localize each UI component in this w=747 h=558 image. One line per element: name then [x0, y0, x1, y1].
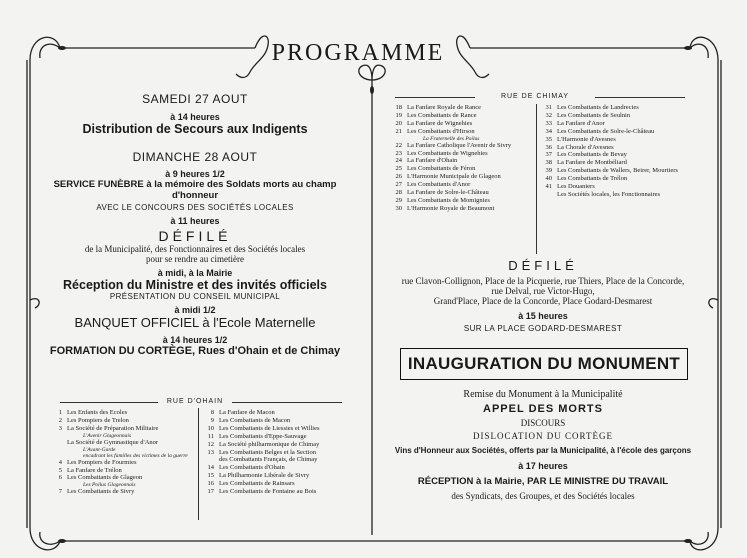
defile-text-2: pour se rendre au cimetière	[146, 254, 244, 264]
list-item	[538, 136, 678, 144]
cortege-list-chimay-a	[388, 104, 511, 213]
defile-heading: DÉFILÉ	[158, 228, 232, 244]
list-item-number: 13	[207, 448, 214, 456]
list-item	[200, 409, 320, 417]
time-11h: à 11 heures	[170, 216, 220, 226]
list-item	[538, 167, 678, 175]
right-column-defile	[388, 258, 698, 333]
list-item	[538, 128, 678, 136]
time-14h: à 14 heures	[170, 112, 220, 122]
list-item-label: Les Combattants de Rance	[407, 111, 477, 119]
day-sunday: DIMANCHE 28 AOUT	[132, 150, 258, 164]
list-item-number: 25	[395, 165, 402, 173]
list-item	[538, 191, 678, 199]
list-item-label: Les Combattants d'Eppe-Sauvage	[219, 432, 307, 440]
list-item-number: 16	[207, 480, 214, 488]
list-item-label: Les Pompiers de Trelon	[67, 416, 129, 424]
list-item	[388, 104, 511, 112]
list-item-label: Les Combattants de Trélon	[557, 175, 628, 183]
list-item-label: La Fanfare de Montbéliard	[557, 159, 627, 167]
list-item-number: 21	[395, 127, 402, 135]
list-item-number: 8	[210, 409, 214, 416]
list-item-number: 26	[395, 173, 402, 181]
cortege-list-ohain-b	[200, 409, 320, 496]
list-item-label: Les Combattants de Rainsars	[219, 480, 295, 488]
dislocation: DISLOCATION DU CORTÈGE	[473, 431, 613, 441]
remise: Remise du Monument à la Municipalité	[463, 389, 623, 400]
list-item-number: 14	[207, 464, 214, 472]
reception-mairie: RÉCEPTION à la Mairie, PAR LE MINISTRE DU TRAVAIL	[417, 476, 669, 487]
list-item	[538, 151, 678, 159]
left-column	[45, 92, 345, 357]
list-item-label: Les Combattants Belges et la Section	[219, 448, 316, 456]
time-14h30: à 14 heures 1/2	[162, 335, 228, 345]
list-item	[388, 128, 511, 136]
list-item	[388, 142, 511, 150]
inauguration-box: INAUGURATION DU MONUMENT	[400, 348, 688, 380]
list-item	[200, 472, 320, 480]
list-item-label: Les Enfants des Ecoles	[67, 409, 128, 416]
list-item-label: Les Douaniers	[557, 183, 595, 191]
list-item-label: La Société de Gymnastique d'Anor	[67, 438, 159, 446]
list-item-number: 24	[395, 157, 402, 165]
list-item-label: L'Harmonie Municipale de Glageon	[407, 173, 501, 181]
event-service-note: AVEC LE CONCOURS DES SOCIÉTÉS LOCALES	[96, 203, 294, 212]
list-item-number: 6	[58, 474, 62, 482]
event-reception-note: PRÉSENTATION DU CONSEIL MUNICIPAL	[109, 292, 281, 301]
list-item	[538, 112, 678, 120]
right-column-ceremony	[388, 390, 698, 501]
list-item-number: 18	[395, 104, 402, 111]
list-item-number: 5	[58, 466, 62, 474]
syndicats: des Syndicats, des Groupes, et des Sociétés locales	[451, 491, 635, 501]
event-cortege: FORMATION DU CORTÈGE, Rues d'Ohain et de Chimay	[49, 345, 341, 357]
list-item-number: 17	[207, 488, 214, 496]
list-item-label: La Chorale d'Avesnes	[557, 143, 614, 151]
list-item	[48, 425, 188, 433]
defile-route-2: rue Delval, rue Victor-Hugo,	[491, 286, 595, 296]
defile-route-1: rue Clavon-Collignon, Place de la Picquerie, rue Thiers, Place de la Concorde,	[401, 276, 685, 286]
list-item-label: Les Combattants de Wallers, Beirer, Mourtiers	[557, 167, 678, 175]
list-item-label: Les Combattants d'Anor	[407, 181, 471, 189]
list-item-label: La Fraternelle des Poilus	[423, 135, 480, 142]
time-9h30: à 9 heures 1/2	[165, 169, 225, 179]
rule	[60, 402, 158, 403]
list-item-number: 40	[545, 175, 552, 183]
list-item-number: 1	[58, 409, 62, 416]
list-item-label: La Fanfare Royale de Rance	[407, 104, 481, 111]
list-item	[388, 205, 511, 213]
list-item-number: 28	[395, 189, 402, 197]
time-midi-demi: à midi 1/2	[174, 305, 216, 315]
list-item-number: 2	[58, 416, 62, 424]
list-item-number: 36	[545, 143, 552, 151]
list-item	[388, 181, 511, 189]
list-item-number: 11	[207, 432, 214, 440]
list-item-label: La Fanfare d'Anor	[557, 119, 605, 127]
list-item-number: 12	[207, 440, 214, 448]
list-item-label: La Fanfare Catholique l'Avenir de Sivry	[407, 141, 512, 149]
list-item	[200, 417, 320, 425]
list-item-number: 27	[395, 181, 402, 189]
defile-route-3: Grand'Place, Place de la Concorde, Place Godard-Desmarest	[433, 296, 653, 306]
rule	[595, 97, 685, 98]
list-item	[538, 104, 678, 112]
list-item	[200, 425, 320, 433]
list-item-number: 22	[395, 141, 402, 149]
list-item	[388, 173, 511, 181]
vins-honneur: Vins d'Honneur aux Sociétés, offerts par la Municipalité, à l'école des garçons	[394, 446, 692, 455]
place-godard: SUR LA PLACE GODARD-DESMAREST	[463, 324, 623, 333]
list-item-label: des Combattants Français, de Chimay	[219, 456, 318, 464]
list-item	[200, 480, 320, 488]
list-item-number: 32	[545, 111, 552, 119]
list-item	[200, 456, 320, 464]
event-reception: Réception du Ministre et des invités officiels	[63, 278, 327, 292]
list-item	[48, 488, 188, 496]
list-item-label: L'Harmonie Royale de Beaumont	[407, 204, 495, 212]
list-item	[48, 459, 188, 467]
list-item-number: 39	[545, 167, 552, 175]
defile-text-1: de la Municipalité, des Fonctionnaires et des Sociétés locales	[84, 244, 306, 254]
list-item	[388, 189, 511, 197]
list-item-label: Les Combattants de Wignehies	[407, 149, 488, 157]
event-distribution: Distribution de Secours aux Indigents	[82, 122, 308, 136]
event-banquet: BANQUET OFFICIEL à l'Ecole Maternelle	[74, 315, 316, 330]
time-17h: à 17 heures	[518, 461, 568, 471]
list-item-number: 29	[395, 196, 402, 204]
list-item-label: L'Avant-Garde	[83, 446, 116, 453]
list-item	[388, 150, 511, 158]
list-item-number: 20	[395, 119, 402, 127]
list-item	[388, 165, 511, 173]
list-item-label: La Société philharmonique de Chimay	[219, 440, 320, 448]
list-item	[200, 433, 320, 441]
list-item-label: Les Combattants de Macon	[219, 416, 291, 424]
page-title: PROGRAMME	[271, 40, 445, 66]
list-item-label: Les Combattants de Seulnin	[557, 111, 631, 119]
list-item	[200, 464, 320, 472]
list-item-number: 41	[545, 183, 552, 191]
list-item	[200, 441, 320, 449]
list-item-label: Les Combattants de Liessies et Willies	[219, 424, 320, 432]
list-item-number: 9	[210, 416, 214, 424]
list-item-number: 37	[545, 151, 552, 159]
list-item	[538, 183, 678, 191]
list-item	[48, 467, 188, 475]
list-item-number: 31	[545, 104, 552, 111]
list-item-number: 38	[545, 159, 552, 167]
list-item-label: Les Pompiers de Fourmies	[67, 458, 137, 466]
list-item-label: La Fanfare d'Ohain	[407, 157, 458, 165]
cortege-list-ohain-a	[48, 409, 188, 496]
list-item	[538, 175, 678, 183]
list-item	[48, 417, 188, 425]
list-item	[200, 488, 320, 496]
list-item-number: 34	[545, 127, 552, 135]
time-15h: à 15 heures	[518, 311, 568, 321]
list-item-label: La Fanfare de Trélon	[67, 466, 122, 474]
list-item-label: Les Poilus Glageonnais	[83, 482, 136, 489]
list-item-number: 23	[395, 149, 402, 157]
list-item-label: La Fanfare de Macon	[219, 409, 275, 416]
rule	[395, 97, 475, 98]
list-item	[388, 157, 511, 165]
list-item-label: Les Combattants de Fontaine au Bois	[219, 488, 317, 496]
list-item-label: Les Combattants de Glageon	[67, 474, 143, 482]
list-item-label: Les Combattants d'Hirson	[407, 127, 475, 135]
list-item-label: Les Combattants de Bevay	[557, 151, 627, 159]
list-item-label: L'Harmonie d'Avesnes	[557, 135, 616, 143]
appel-des-morts: APPEL DES MORTS	[483, 403, 603, 415]
list-item-number: 15	[207, 472, 214, 480]
list-item	[538, 159, 678, 167]
time-midi: à midi, à la Mairie	[157, 268, 233, 278]
list-item-label: La Fanfare de Wignehies	[407, 119, 473, 127]
list-item	[538, 144, 678, 152]
list-item-label: La Société de Préparation Militaire	[67, 424, 159, 432]
list-divider	[198, 408, 199, 520]
list-item	[388, 197, 511, 205]
list-item-number: 7	[58, 488, 62, 496]
list-item-label: La Philharmonie Libérale de Sivry	[219, 472, 310, 480]
list-item-number: 35	[545, 135, 552, 143]
cortege-list-chimay-b	[538, 104, 678, 199]
list-item-label: La Fanfare de Solre-le-Château	[407, 189, 489, 197]
discours: DISCOURS	[520, 418, 566, 428]
list-item	[48, 439, 188, 447]
list-item-number: 3	[58, 424, 62, 432]
list-item-label: Les Combattants d'Ohain	[219, 464, 285, 472]
list-item-label: encadrant les familles des victimes de la guerre	[83, 452, 188, 459]
list-item	[48, 409, 188, 417]
list-divider	[536, 104, 537, 254]
list-item-label: Les Combattants de Féron	[407, 165, 476, 173]
list-item-label: Les Combattants de Sivry	[67, 488, 135, 496]
day-saturday: SAMEDI 27 AOUT	[142, 92, 248, 106]
list-item-number: 4	[58, 458, 62, 466]
list-item	[388, 112, 511, 120]
list-item-number: 30	[395, 204, 402, 212]
defile-heading-2: DÉFILÉ	[508, 258, 578, 273]
list-item-number: 10	[207, 424, 214, 432]
event-service: SERVICE FUNÈBRE à la mémoire des Soldats morts au champ d'honneur	[53, 179, 337, 201]
list-item	[388, 120, 511, 128]
rue-ohain-header: RUE D'OHAIN	[166, 398, 224, 405]
list-item-label: L'Avenir Glageonnais	[83, 432, 132, 439]
list-item-number: 19	[395, 111, 402, 119]
list-item	[200, 449, 320, 457]
list-item-label: Les Sociétés locales, les Fonctionnaires	[557, 190, 661, 198]
list-item	[538, 120, 678, 128]
list-item-label: Les Combattants de Momignies	[407, 196, 490, 204]
list-item-number: 33	[545, 119, 552, 127]
rue-chimay-header: RUE DE CHIMAY	[500, 93, 570, 100]
rule	[232, 402, 342, 403]
list-item-label: Les Combattants de Landrecies	[557, 104, 639, 111]
list-item	[48, 474, 188, 482]
list-item-label: Les Combattants de Solre-le-Château	[557, 127, 655, 135]
